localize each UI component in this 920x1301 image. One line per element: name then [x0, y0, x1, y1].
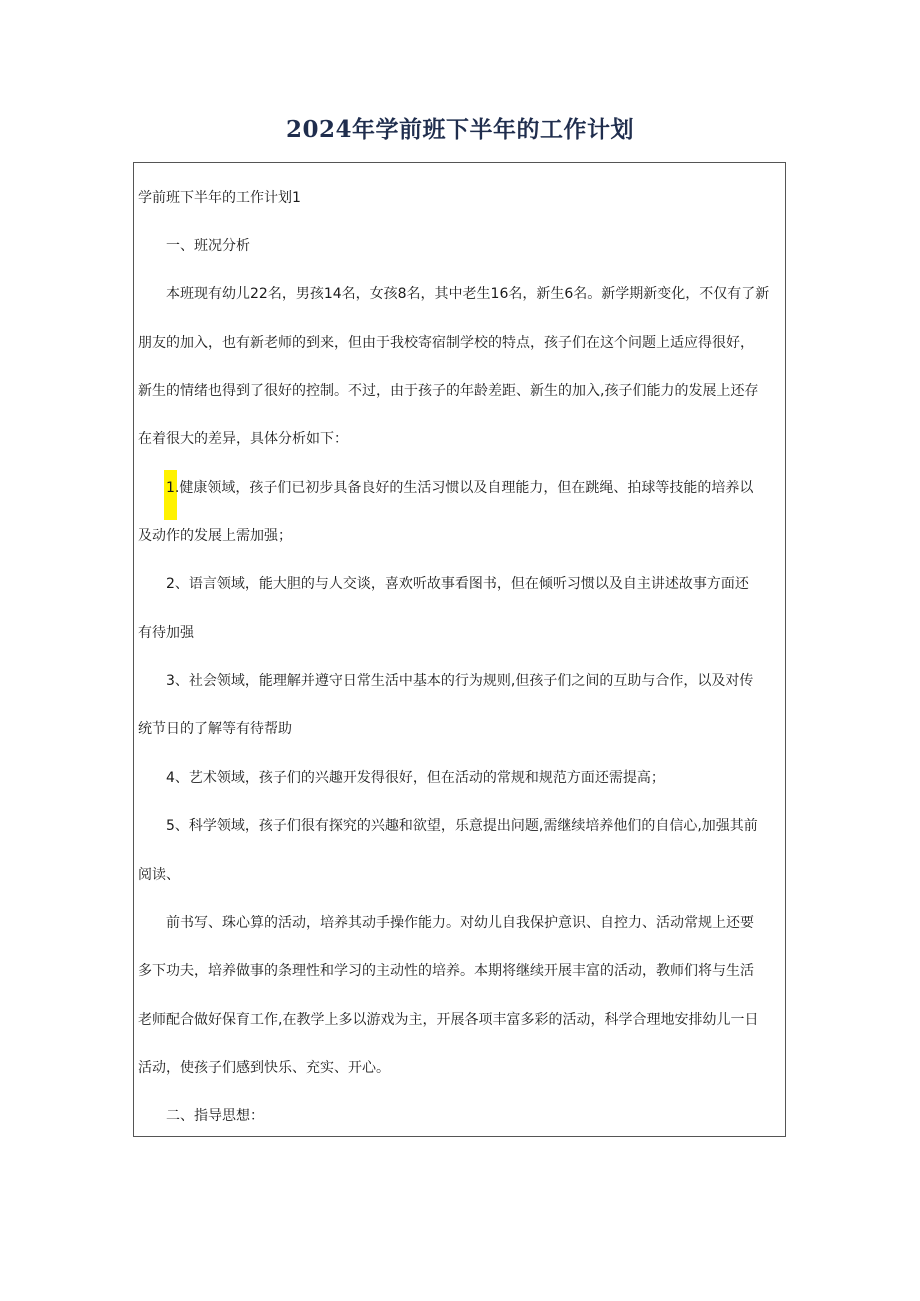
paragraph-line: 老师配合做好保育工作,在教学上多以游戏为主，开展各项丰富多彩的活动，科学合理地安排幼儿一日: [138, 1012, 759, 1028]
section-heading-guiding-ideology: 二、指导思想：: [166, 1108, 264, 1124]
list-item-science: 5、科学领域，孩子们很有探究的兴趣和欲望，乐意提出问题,需继续培养他们的自信心,加强其前: [166, 818, 758, 834]
list-item-social: 3、社会领域，能理解并遵守日常生活中基本的行为规则,但孩子们之间的互助与合作，以及对传: [166, 673, 754, 689]
list-item-text: 健康领域，孩子们已初步具备良好的生活习惯以及自理能力，但在跳绳、拍球等技能的培养以: [179, 480, 754, 496]
paragraph-line: 活动，使孩子们感到快乐、充实、开心。: [138, 1060, 390, 1076]
paragraph-line: 及动作的发展上需加强；: [138, 528, 292, 544]
content-frame: [133, 162, 786, 1137]
list-item-art: 4、艺术领域，孩子们的兴趣开发得很好，但在活动的常规和规范方面还需提高；: [166, 770, 665, 786]
paragraph-line: 有待加强: [138, 625, 194, 641]
list-item-language: 2、语言领域，能大胆的与人交谈，喜欢听故事看图书，但在倾听习惯以及自主讲述故事方面还: [166, 576, 749, 592]
paragraph-line: 本班现有幼儿22名，男孩14名，女孩8名，其中老生16名，新生6名。新学期新变化，不仅有了新: [166, 286, 770, 302]
document-title: 2024年学前班下半年的工作计划: [285, 116, 634, 143]
paragraph-line: 朋友的加入，也有新老师的到来，但由于我校寄宿制学校的特点，孩子们在这个问题上适应得很好，: [138, 335, 754, 351]
paragraph-line: 新生的情绪也得到了很好的控制。不过，由于孩子的年龄差距、新生的加入,孩子们能力的发展上还存: [138, 383, 759, 399]
section-heading-plan-1: 学前班下半年的工作计划1: [138, 190, 301, 206]
paragraph-line: 多下功夫，培养做事的条理性和学习的主动性的培养。本期将继续开展丰富的活动，教师们将与生活: [138, 963, 754, 979]
highlighted-number: 1.: [166, 480, 180, 496]
paragraph-line: 前书写、珠心算的活动，培养其动手操作能力。对幼儿自我保护意识、自控力、活动常规上还要: [166, 915, 754, 931]
section-heading-class-analysis: 一、班况分析: [166, 238, 250, 254]
list-item-health: [166, 478, 817, 498]
paragraph-line: 统节日的了解等有待帮助: [138, 721, 292, 737]
paragraph-line: 在着很大的差异，具体分析如下：: [138, 431, 348, 447]
paragraph-line: 阅读、: [138, 867, 180, 883]
